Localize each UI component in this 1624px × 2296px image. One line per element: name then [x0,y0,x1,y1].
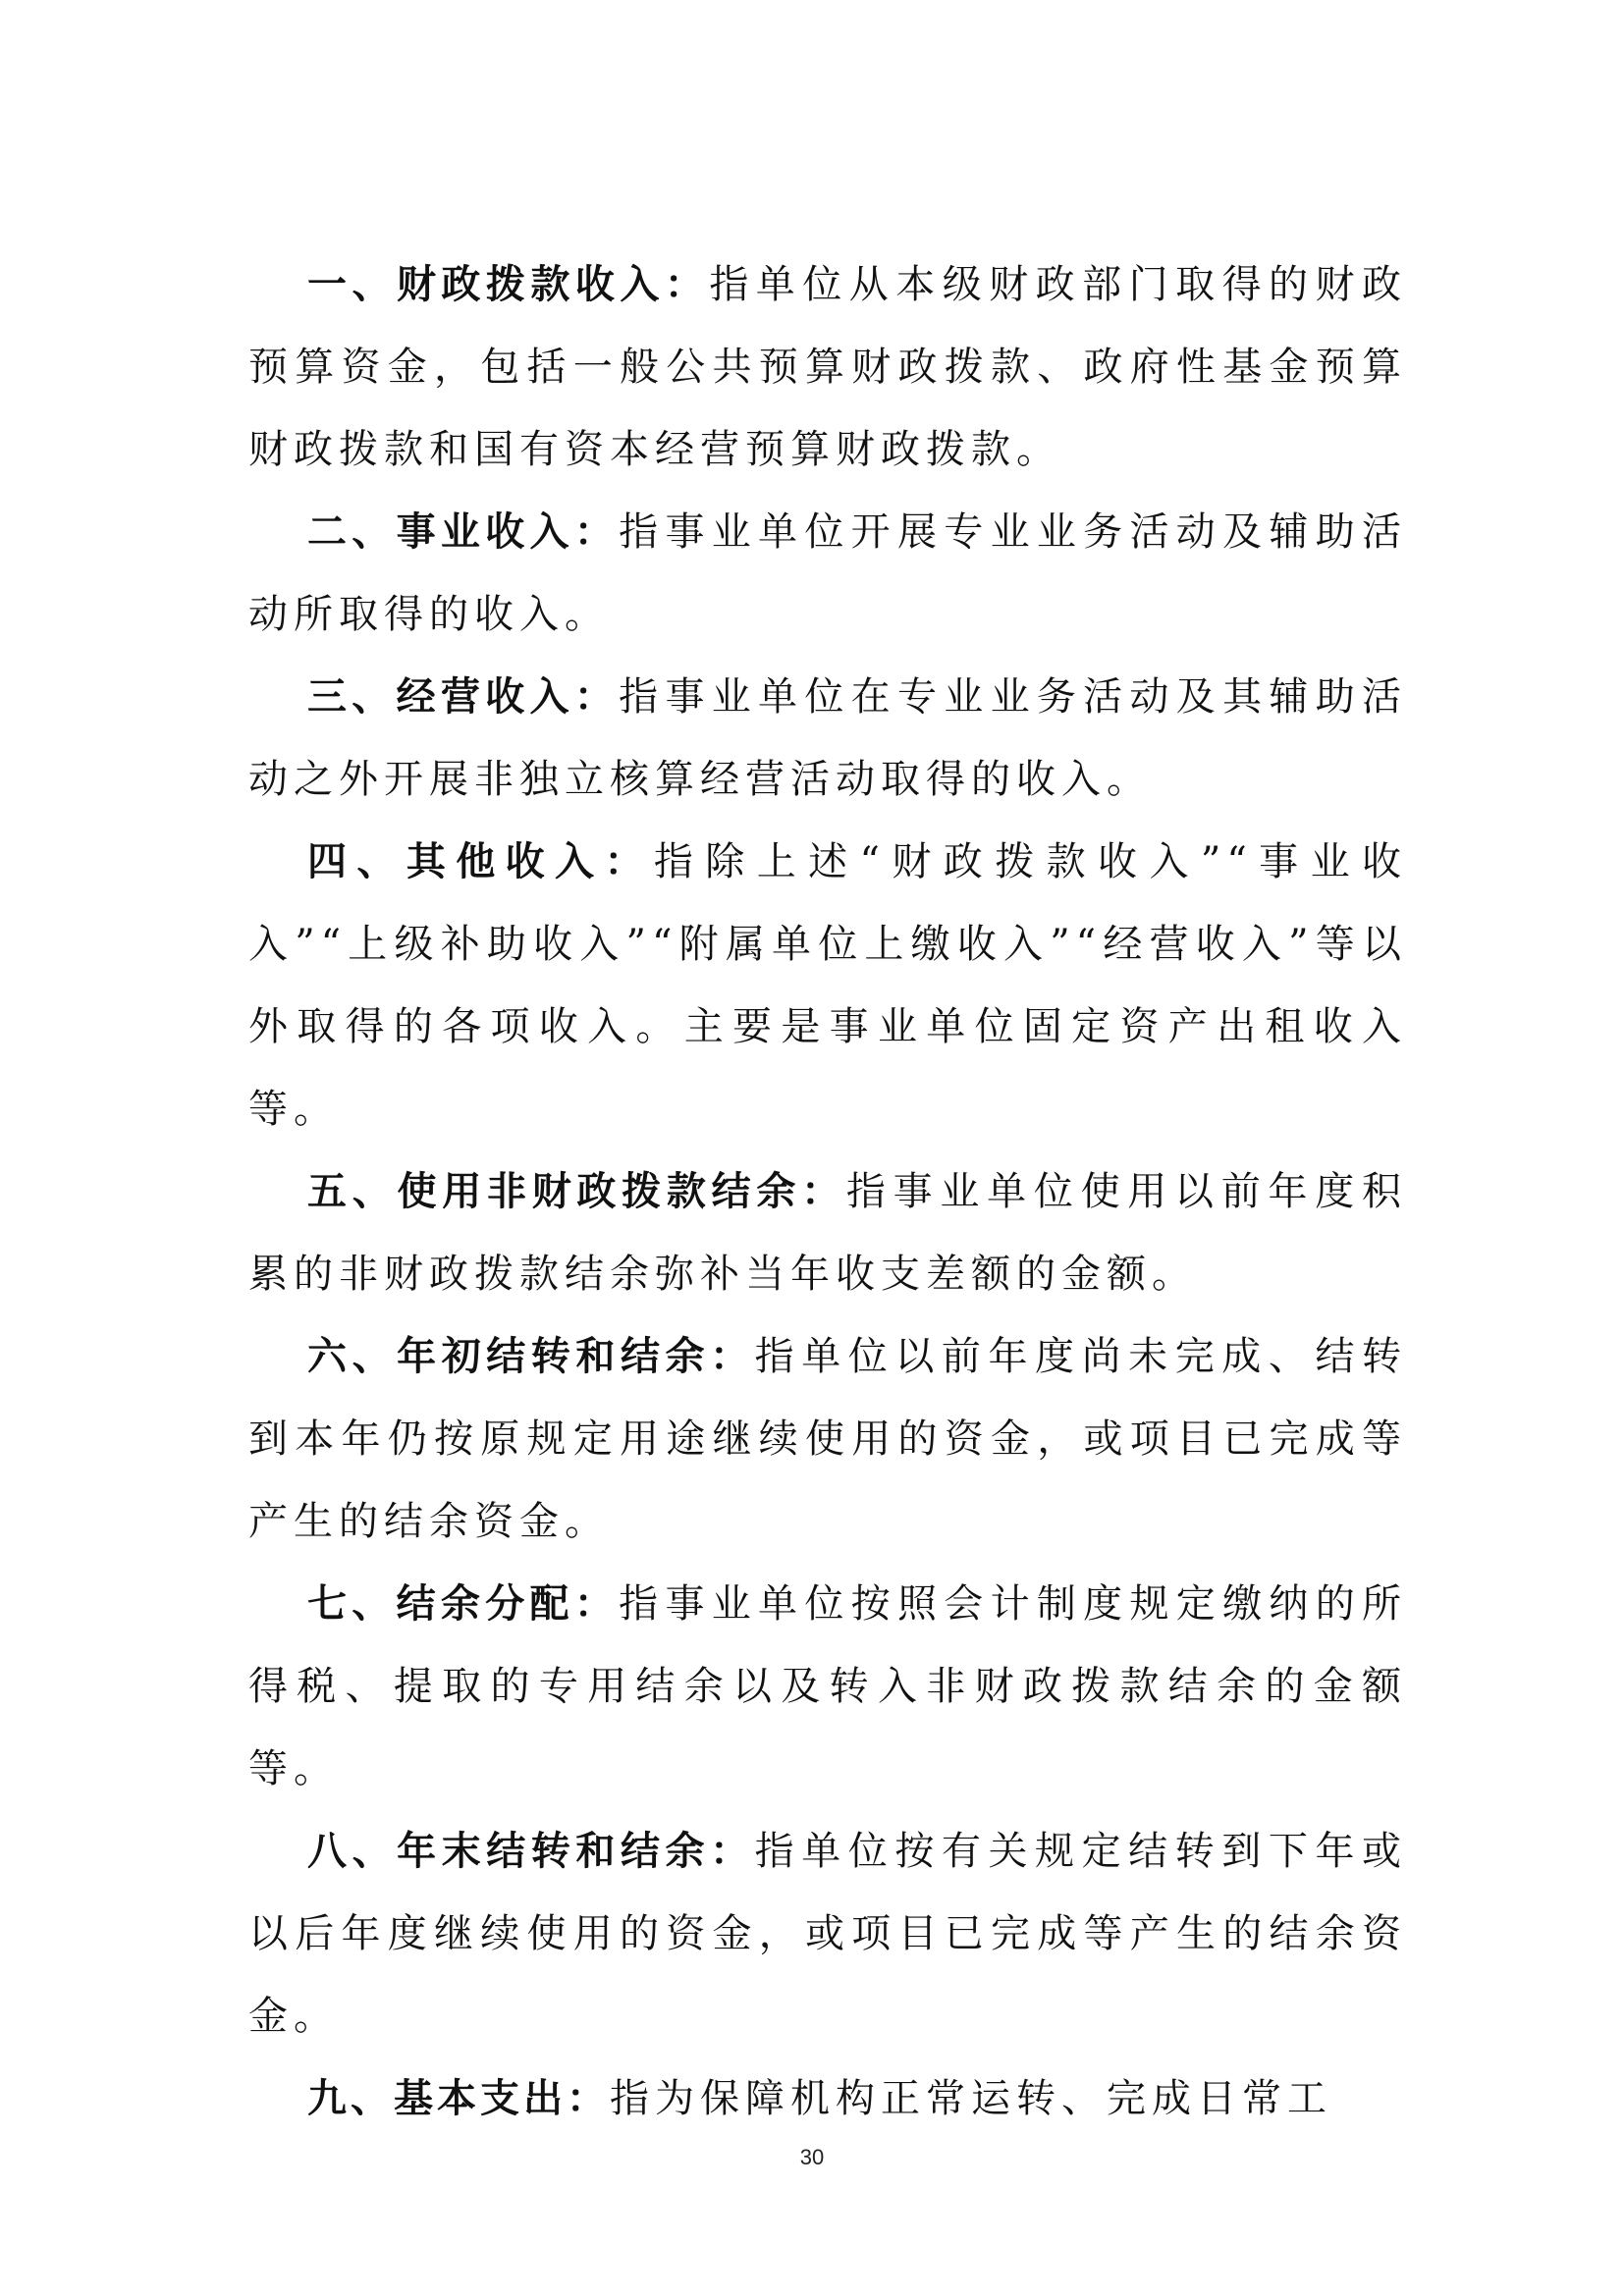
definition-term: 二、事业收入： [307,509,620,555]
definition-paragraph-8 [248,1810,1407,2057]
definition-text: 指为保障机构正常运转、完成日常工 [610,2076,1332,2121]
definition-term: 四、其他收入： [307,839,654,884]
definition-text: 指事业单位使用以前年度积累的非财政拨款结余弥补当年收支差额的金额。 [248,1169,1408,1297]
definition-text: 指除上述“财政拨款收入”“事业收入”“上级补助收入”“附属单位上缴收入”“经营收入”等以外取得的各项收入。主要是事业单位固定资产出租收入等。 [248,839,1407,1132]
definition-paragraph-1 [248,243,1407,491]
definition-term: 八、年末结转和结余： [307,1829,755,1874]
definition-paragraph-7 [248,1563,1407,1810]
definition-term: 三、经营收入： [307,674,620,720]
definition-paragraph-2 [248,491,1407,656]
definition-paragraph-6 [248,1315,1407,1563]
definition-paragraph-5 [248,1150,1407,1315]
definition-term: 五、使用非财政拨款结余： [307,1169,846,1214]
definition-term: 六、年初结转和结余： [307,1334,755,1379]
definition-term: 一、财政拨款收入： [307,262,710,307]
definition-text: 指单位从本级财政部门取得的财政预算资金，包括一般公共预算财政拨款、政府性基金预算财政拨款和国有资本经营预算财政拨款。 [248,262,1408,472]
definition-paragraph-3 [248,656,1407,821]
definition-text: 指单位按有关规定结转到下年或以后年度继续使用的资金，或项目已完成等产生的结余资金。 [248,1829,1408,2039]
definition-text: 指单位以前年度尚未完成、结转到本年仍按原规定用途继续使用的资金，或项目已完成等产生的结余资金。 [248,1334,1408,1544]
page-number: 30 [799,2145,825,2169]
definition-term: 九、基本支出： [307,2076,610,2121]
definition-text: 指事业单位开展专业业务活动及辅助活动所取得的收入。 [248,509,1408,637]
document-body [248,243,1407,2140]
definition-paragraph-9 [248,2057,1407,2140]
definition-paragraph-4 [248,821,1407,1150]
definition-text: 指事业单位在专业业务活动及其辅助活动之外开展非独立核算经营活动取得的收入。 [248,674,1408,802]
definition-text: 指事业单位按照会计制度规定缴纳的所得税、提取的专用结余以及转入非财政拨款结余的金额等。 [248,1581,1408,1791]
definition-term: 七、结余分配： [307,1581,620,1627]
